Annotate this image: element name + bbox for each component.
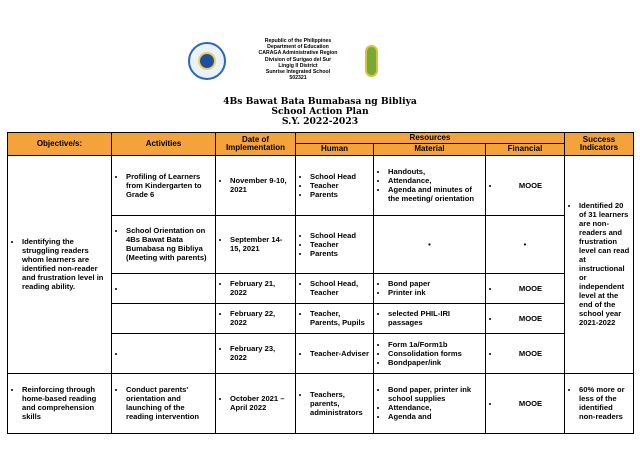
deped-seal-icon (188, 42, 226, 80)
activity-text (126, 284, 212, 293)
success-header: Success Indicators (565, 133, 634, 156)
material-header: Material (374, 144, 486, 155)
material-cell (374, 273, 486, 303)
objective-cell (8, 373, 112, 433)
financial-text: • MOOE (500, 181, 561, 190)
material-cell (374, 333, 486, 373)
empty-bullet-icon: • (523, 239, 527, 249)
material-item: • Consolidation forms (388, 349, 482, 358)
human-cell (296, 333, 374, 373)
material-cell (374, 155, 486, 215)
date-cell (216, 273, 296, 303)
financial-text: • MOOE (500, 284, 561, 293)
material-item: • Printer ink (388, 288, 482, 297)
objective-text: • Reinforcing through home-based reading and comprehension skills (22, 385, 108, 421)
material-item: • Attendance, (388, 403, 482, 412)
material-item: • Agenda and (388, 412, 482, 421)
human-item: • Teachers, parents, administrators (310, 390, 370, 417)
activity-text: • Profiling of Learners from Kindergarten to Grade 6 (126, 172, 212, 199)
human-cell (296, 273, 374, 303)
human-cell (296, 303, 374, 333)
financial-cell (486, 155, 565, 215)
material-item: • Bond paper, printer ink school supplies (388, 385, 482, 403)
material-item: • Attendance, (388, 176, 482, 185)
agency-line: Republic of the Philippines (264, 38, 332, 44)
activity-cell (112, 215, 216, 273)
objective-text: • Identifying the struggling readers whom learners are identified non-reader and frustration level in reading ability. (22, 237, 108, 291)
human-cell (296, 373, 374, 433)
activity-cell (112, 373, 216, 433)
material-item: • Bondpaper/ink (388, 358, 482, 367)
action-plan-table (7, 132, 634, 434)
agency-line: Lingig II District (278, 62, 318, 69)
financial-text: • MOOE (500, 349, 561, 358)
material-cell (374, 303, 486, 333)
human-item: • Parents (310, 190, 370, 199)
document-title (0, 97, 640, 127)
date-text: • November 9-10, 2021 (230, 176, 292, 194)
financial-cell (486, 215, 565, 273)
agency-line: 502321 (289, 75, 307, 82)
date-text: • February 22, 2022 (230, 309, 292, 327)
title-line: School Action Plan (271, 106, 369, 117)
human-item: • Teacher-Adviser (310, 349, 370, 358)
activity-text: • Conduct parents' orientation and launching of the reading intervention (126, 385, 212, 421)
financial-cell (486, 273, 565, 303)
human-item: • Teacher (310, 240, 370, 249)
activity-text (126, 349, 212, 358)
date-cell (216, 155, 296, 215)
date-text: • October 2021 – April 2022 (230, 394, 292, 412)
human-cell (296, 215, 374, 273)
financial-text: • MOOE (500, 314, 561, 323)
date-header: Date of Implementation (216, 133, 296, 156)
objectives-header: Objective/s: (8, 133, 112, 156)
document-header (0, 0, 640, 127)
date-cell (216, 333, 296, 373)
human-item: • Parents (310, 249, 370, 258)
agency-line: Division of Surigao del Sur (264, 56, 332, 63)
agency-block (238, 38, 358, 81)
human-header: Human (296, 144, 374, 155)
financial-cell (486, 333, 565, 373)
activity-text: • School Orientation on 4Bs Bawat Bata Bumabasa ng Bibliya (Meeting with parents) (126, 226, 212, 262)
material-item: • Bond paper (388, 279, 482, 288)
financial-cell (486, 303, 565, 333)
human-item: • Teacher, Parents, Pupils (310, 309, 370, 327)
success-text: • Identified 20 of 31 learners are non-readers and frustration level can read at instructional or independent level at the end of the school year 2021-2022 (579, 201, 630, 327)
activity-cell (112, 333, 216, 373)
success-cell (565, 373, 634, 433)
table-row (8, 155, 634, 215)
school-logo-icon (365, 45, 378, 77)
agency-line: Sunrise Integrated School (265, 69, 331, 76)
activity-cell (112, 273, 216, 303)
deped-seal-center-icon (198, 52, 216, 70)
table-row (8, 373, 634, 433)
title-line: 4Bs Bawat Bata Bumabasa ng Bibliya (223, 96, 417, 107)
title-line: S.Y. 2022-2023 (281, 116, 359, 127)
material-item: • Agenda and minutes of the meeting/ orientation (388, 185, 482, 203)
human-cell (296, 155, 374, 215)
date-cell (216, 373, 296, 433)
activities-header: Activities (112, 133, 216, 156)
material-item: • selected PHIL-IRI passages (388, 309, 482, 327)
human-item: • School Head (310, 172, 370, 181)
empty-bullet-icon: • (428, 239, 431, 249)
date-text: • September 14-15, 2021 (230, 235, 292, 253)
material-cell (374, 215, 486, 273)
success-cell (565, 155, 634, 373)
financial-text: • MOOE (500, 399, 561, 408)
human-item: • School Head (310, 231, 370, 240)
date-cell (216, 303, 296, 333)
activity-cell (112, 303, 216, 333)
financial-cell (486, 373, 565, 433)
resources-header: Resources (296, 133, 565, 144)
success-text: • 60% more or less of the identified non-readers (579, 385, 630, 421)
objective-cell (8, 155, 112, 373)
human-item: • Teacher (310, 181, 370, 190)
date-text: • February 21, 2022 (230, 279, 292, 297)
financial-header: Financial (486, 144, 565, 155)
agency-line: CARAGA Administrative Region (258, 50, 338, 57)
agency-line: Department of Education (267, 44, 329, 51)
date-cell (216, 215, 296, 273)
activity-cell (112, 155, 216, 215)
material-cell (374, 373, 486, 433)
material-item: • Form 1a/Form1b (388, 340, 482, 349)
material-item: • Handouts, (388, 167, 482, 176)
date-text: • February 23, 2022 (230, 344, 292, 362)
human-item: • School Head, Teacher (310, 279, 370, 297)
